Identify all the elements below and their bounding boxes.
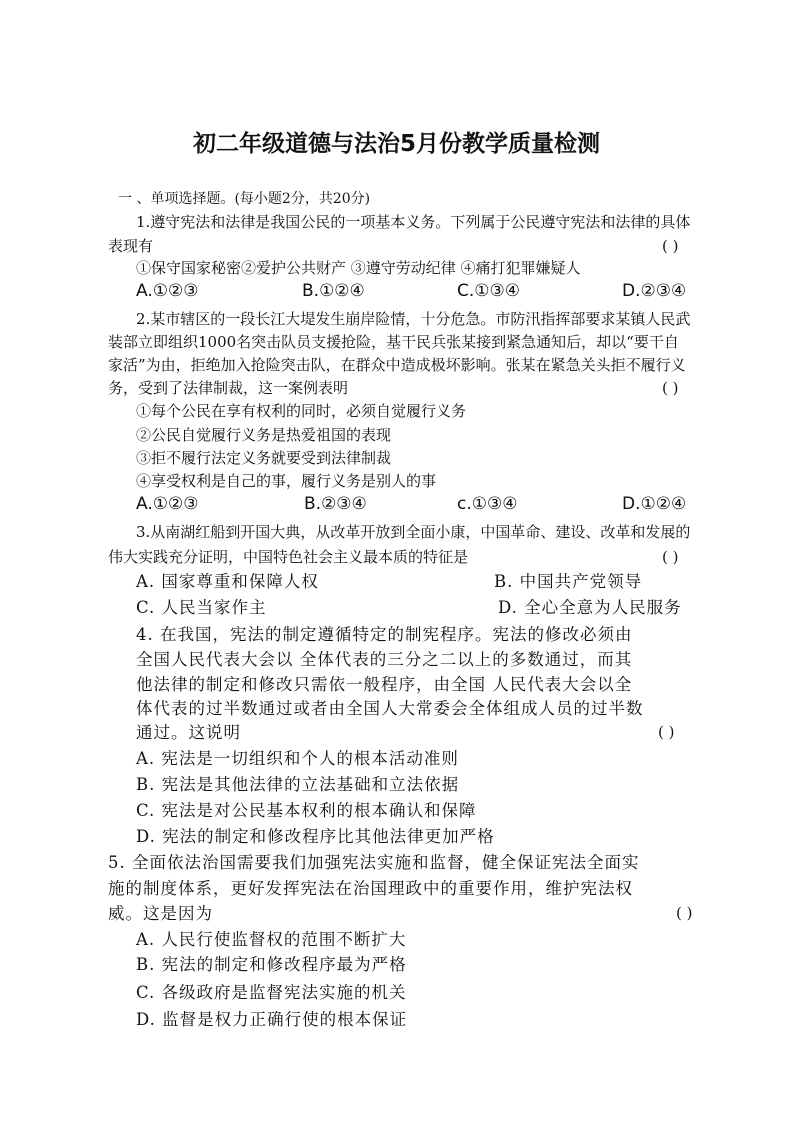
q4-option-d: D. 宪法的制定和修改程序比其他法律更加严格 [136,827,495,846]
q2-item-1: ①每个公民在享有权利的同时，必须自觉履行义务 [136,402,467,420]
q5-stem-line2: 施的制度体系，更好发挥宪法在治国理政中的重要作用，维护宪法权 [108,879,633,898]
q4-option-c: C. 宪法是对公民基本权利的根本确认和保障 [136,801,477,820]
q1-option-c: C.①③④ [457,281,520,301]
q4-stem-line1: 4. 在我国，宪法的制定遵循特定的制宪程序。宪法的修改必须由 [136,625,633,644]
q3-option-d: D. 全心全意为人民服务 [498,598,682,617]
q2-option-a: A.①②③ [136,494,199,514]
q1-stem-line1: 1.遵守宪法和法律是我国公民的一项基本义务。下列属于公民遵守宪法和法律的具体 [136,213,691,231]
q1-option-b: B.①②④ [302,281,365,301]
q2-item-4: ④享受权利是自己的事，履行义务是别人的事 [136,472,437,490]
q1-option-a: A.①②③ [136,281,199,301]
q2-stem-line3: 家活”为由，拒绝加入抢险突击队，在群众中造成极坏影响。张某在紧急关头拒不履行义 [108,356,686,374]
q2-stem-line4: 务，受到了法律制裁，这一案例表明 [108,379,349,397]
q5-stem-line3: 威。这是因为 [108,904,213,923]
q3-option-a: A. 国家尊重和保障人权 [136,572,319,591]
q3-stem-line2: 伟大实践充分证明，中国特色社会主义最本质的特征是 [108,548,469,566]
q4-stem-line5: 通过。这说明 [136,723,241,742]
q1-stem-line2: 表现有 [108,237,154,255]
q5-stem-line1: 5. 全面依法治国需要我们加强宪法实施和监督，健全保证宪法全面实 [108,853,640,872]
q5-option-b: B. 宪法的制定和修改程序最为严格 [136,955,407,974]
q4-option-b: B. 宪法是其他法律的立法基础和立法依据 [136,775,460,794]
q4-option-a: A. 宪法是一切组织和个人的根本活动准则 [136,749,459,768]
q3-answer-paren: ( ) [662,548,679,566]
q2-item-2: ②公民自觉履行义务是热爱祖国的表现 [136,426,392,444]
q3-option-c: C. 人民当家作主 [136,598,267,617]
q4-stem-line4: 体代表的过半数通过或者由全国人大常委会全体组成人员的过半数 [136,699,644,718]
q4-stem-line3: 他法律的制定和修改只需依一般程序，由全国 人民代表大会以全 [136,675,633,694]
section-heading: 一 、单项选择题。(每小题2分，共20分) [118,191,371,207]
q2-option-d: D.①②④ [622,494,687,514]
q2-item-3: ③拒不履行法定义务就要受到法律制裁 [136,449,392,467]
q2-option-b: B.②③④ [304,494,367,514]
q2-option-c: c.①③④ [457,494,518,514]
q5-answer-paren: ( ) [676,904,693,922]
q5-option-d: D. 监督是权力正确行使的根本保证 [136,1010,408,1029]
page-title: 初二年级道德与法治5月份教学质量检测 [192,131,600,157]
q2-stem-line2: 装部立即组织1000名突击队员支援抢险，基干民兵张某接到紧急通知后，却以“要干自 [108,333,679,351]
q1-answer-paren: ( ) [662,237,679,255]
q5-option-a: A. 人民行使监督权的范围不断扩大 [136,930,407,949]
q3-stem-line1: 3.从南湖红船到开国大典，从改革开放到全面小康，中国革命、建设、改革和发展的 [136,523,691,541]
q4-answer-paren: ( ) [658,723,675,741]
q1-option-d: D.②③④ [622,281,687,301]
q3-option-b: B. 中国共产党领导 [494,572,643,591]
q1-items: ①保守国家秘密②爱护公共财产 ③遵守劳动纪律 ④痛打犯罪嫌疑人 [136,259,581,277]
q2-answer-paren: ( ) [662,379,679,397]
q2-stem-line1: 2.某市辖区的一段长江大堤发生崩岸险情，十分危急。市防汛指挥部要求某镇人民武 [136,310,691,328]
q5-option-c: C. 各级政府是监督宪法实施的机关 [136,983,407,1002]
q4-stem-line2: 全国人民代表大会以 全体代表的三分之二以上的多数通过，而其 [136,650,633,669]
